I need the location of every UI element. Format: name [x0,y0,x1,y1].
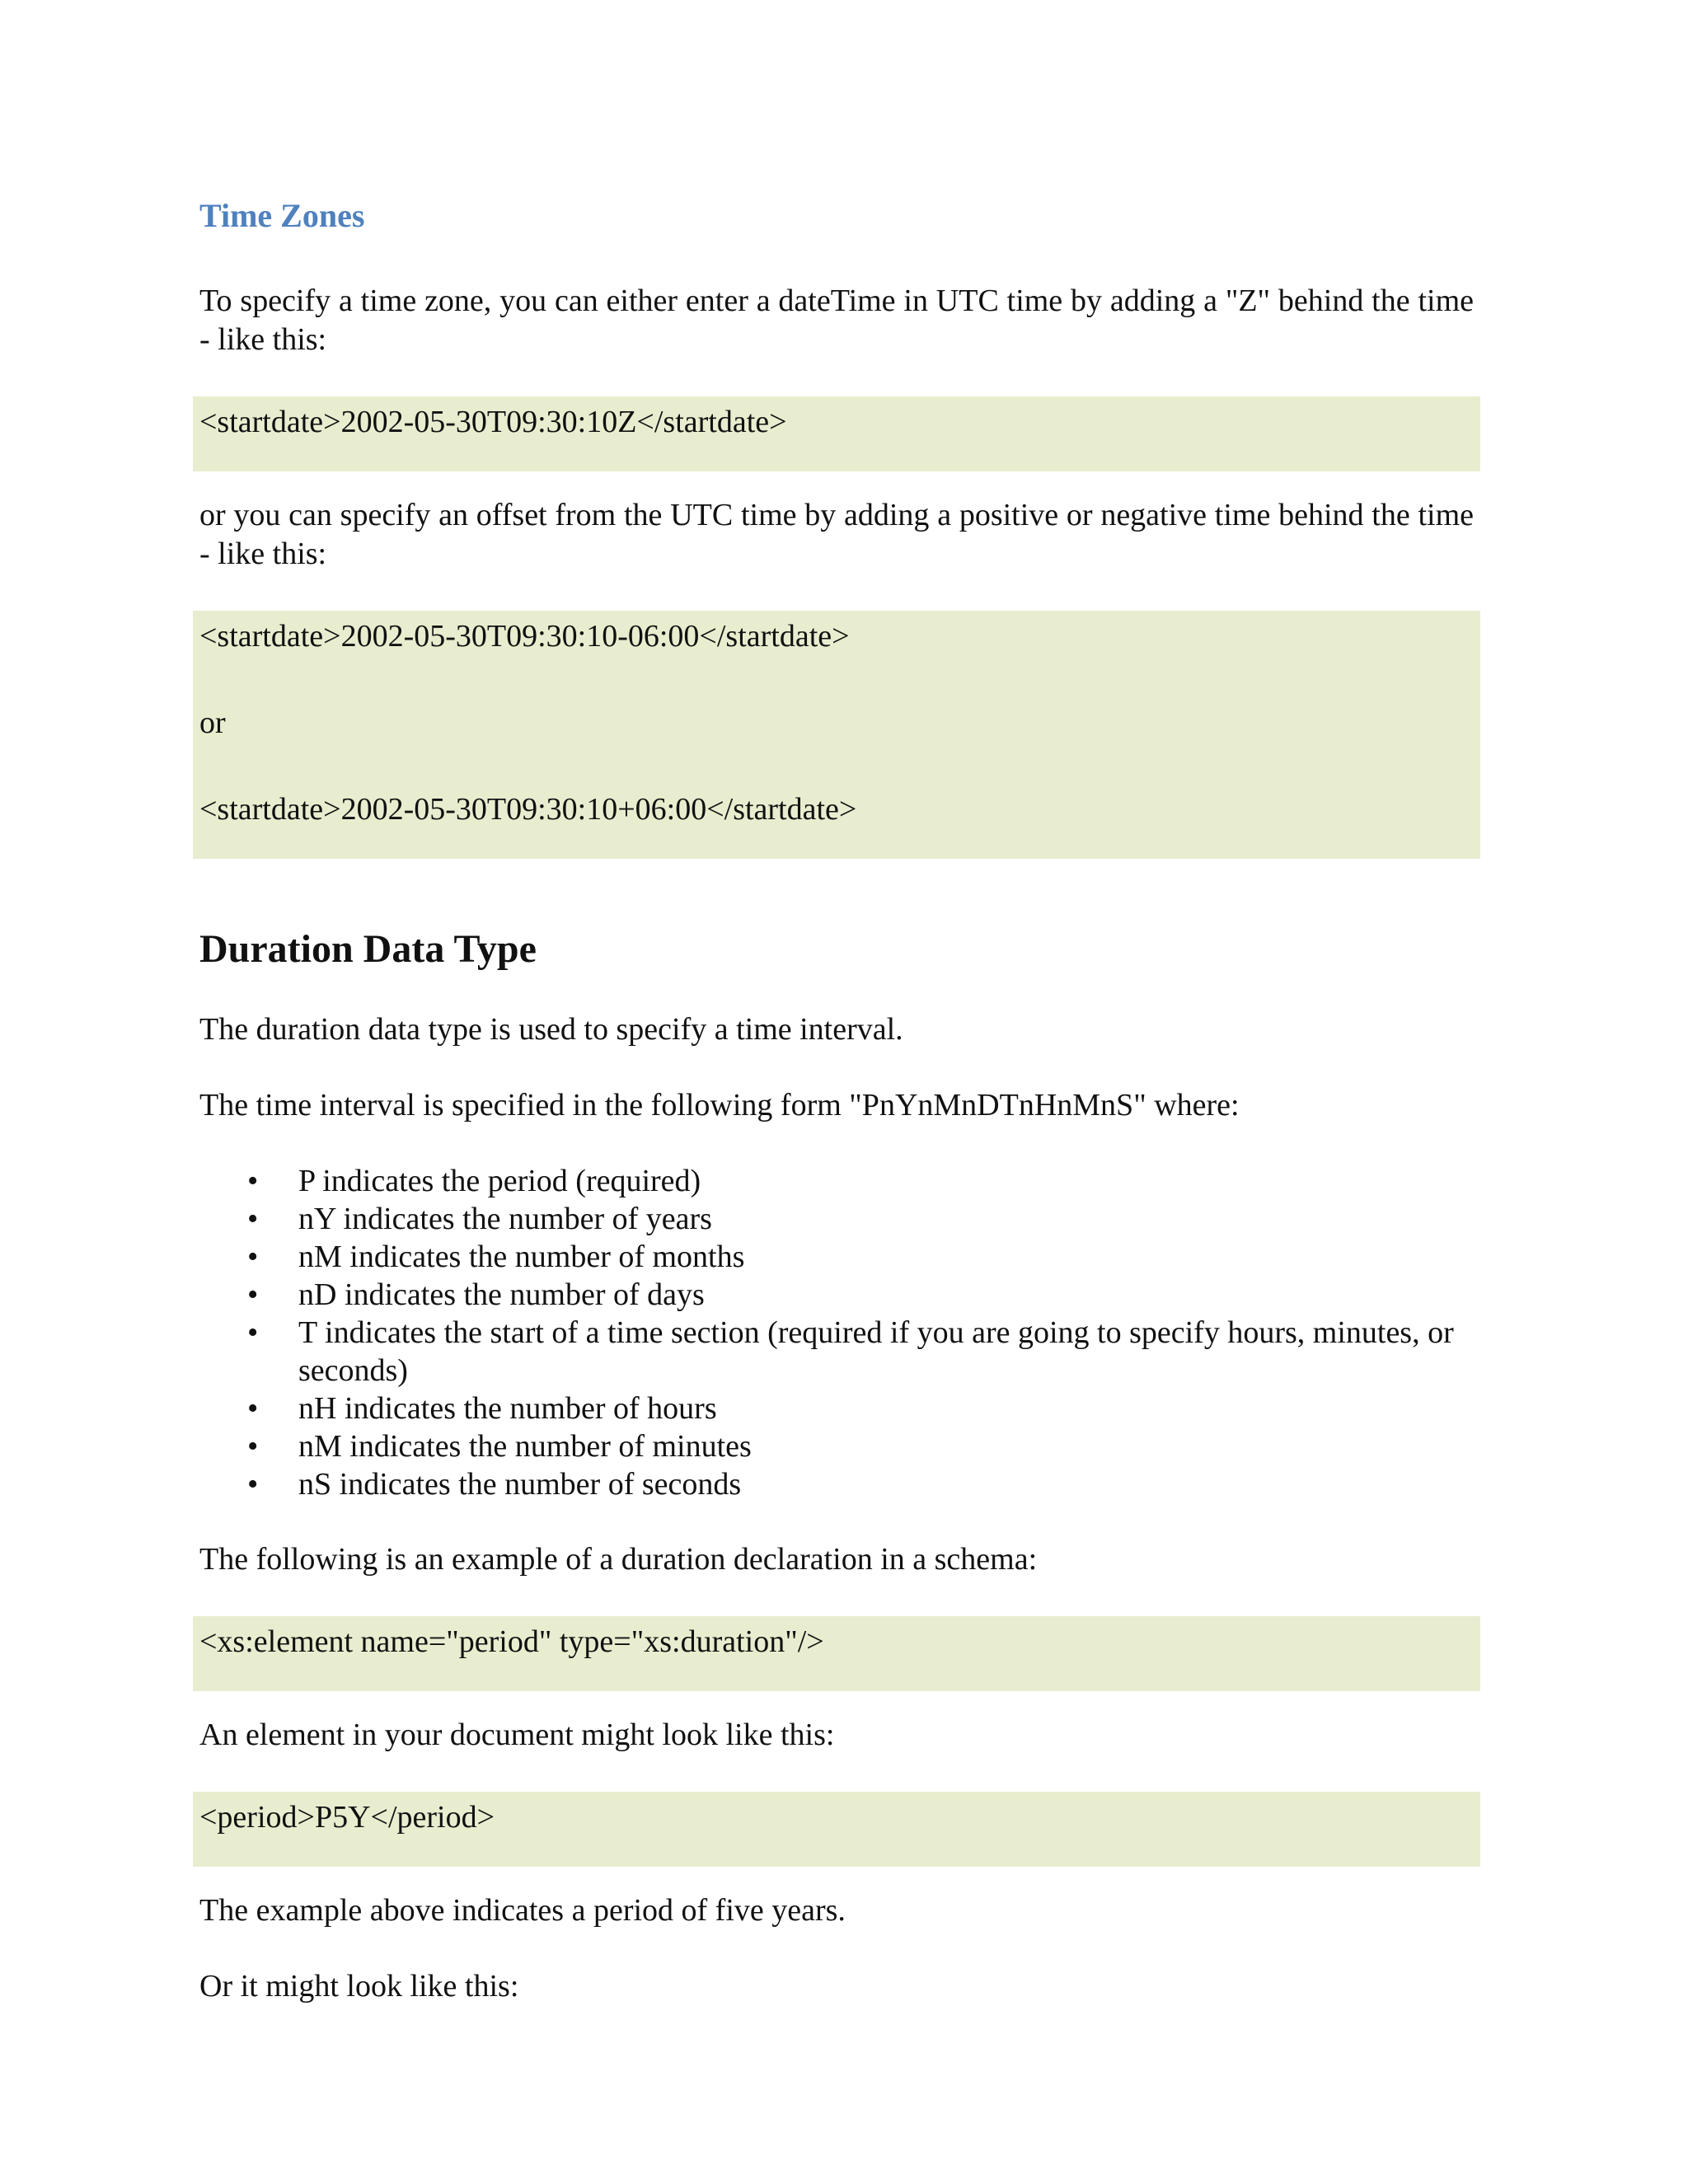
duration-para-2: The time interval is specified in the following form "PnYnMnDTnHnMnS" where: [199,1088,1240,1122]
code-block-element [193,1792,1480,1867]
page-content [199,191,1474,2043]
list-item [199,1314,1474,1390]
code-line: <startdate>2002-05-30T09:30:10-06:00</startdate> [199,619,850,654]
bullet-icon: • [247,1429,259,1464]
duration-components-list [199,1162,1474,1503]
list-item [199,1276,1474,1314]
code-block-utc [193,396,1480,471]
list-item [199,1427,1474,1465]
list-item [199,1162,1474,1200]
list-item-text: nH indicates the number of hours [298,1391,717,1426]
example-note: The example above indicates a period of five years. [199,1893,846,1928]
duration-para-1: The duration data type is used to specify a time interval. [199,1012,903,1047]
code-line: <startdate>2002-05-30T09:30:10Z</startdate> [199,405,787,439]
list-item-text: nD indicates the number of days [298,1277,705,1312]
list-item-text: P indicates the period (required) [298,1164,701,1198]
duration-heading: Duration Data Type [199,927,537,971]
bullet-icon: • [247,1164,259,1198]
list-item-text: T indicates the start of a time section (required if you are going to specify hours, minutes, or seconds) [298,1315,1454,1388]
element-intro: An element in your document might look like this: [199,1718,835,1752]
code-line: or [199,705,226,740]
schema-example-intro: The following is an example of a duration declaration in a schema: [199,1542,1038,1577]
code-line: <xs:element name="period" type="xs:duration"/> [199,1624,824,1659]
time-zones-heading: Time Zones [199,197,365,234]
time-zones-intro: To specify a time zone, you can either enter a dateTime in UTC time by adding a "Z" behind the time - like this: [199,284,1474,357]
bullet-icon: • [247,1240,259,1274]
list-item [199,1390,1474,1427]
bullet-icon: • [247,1391,259,1426]
bullet-icon: • [247,1202,259,1236]
list-item [199,1200,1474,1238]
or-might-look: Or it might look like this: [199,1969,519,2004]
code-block-schema [193,1616,1480,1691]
offset-paragraph: or you can specify an offset from the UTC time by adding a positive or negative time behind the time - like this: [199,498,1474,571]
bullet-icon: • [247,1277,259,1312]
list-item-text: nM indicates the number of minutes [298,1429,752,1464]
code-block-offset [193,611,1480,859]
bullet-icon: • [247,1315,259,1350]
list-item-text: nS indicates the number of seconds [298,1467,742,1502]
list-item [199,1238,1474,1276]
code-line: <startdate>2002-05-30T09:30:10+06:00</startdate> [199,792,857,827]
list-item [199,1465,1474,1503]
list-item-text: nY indicates the number of years [298,1202,712,1236]
bullet-icon: • [247,1467,259,1502]
list-item-text: nM indicates the number of months [298,1240,745,1274]
code-line: <period>P5Y</period> [199,1800,495,1835]
